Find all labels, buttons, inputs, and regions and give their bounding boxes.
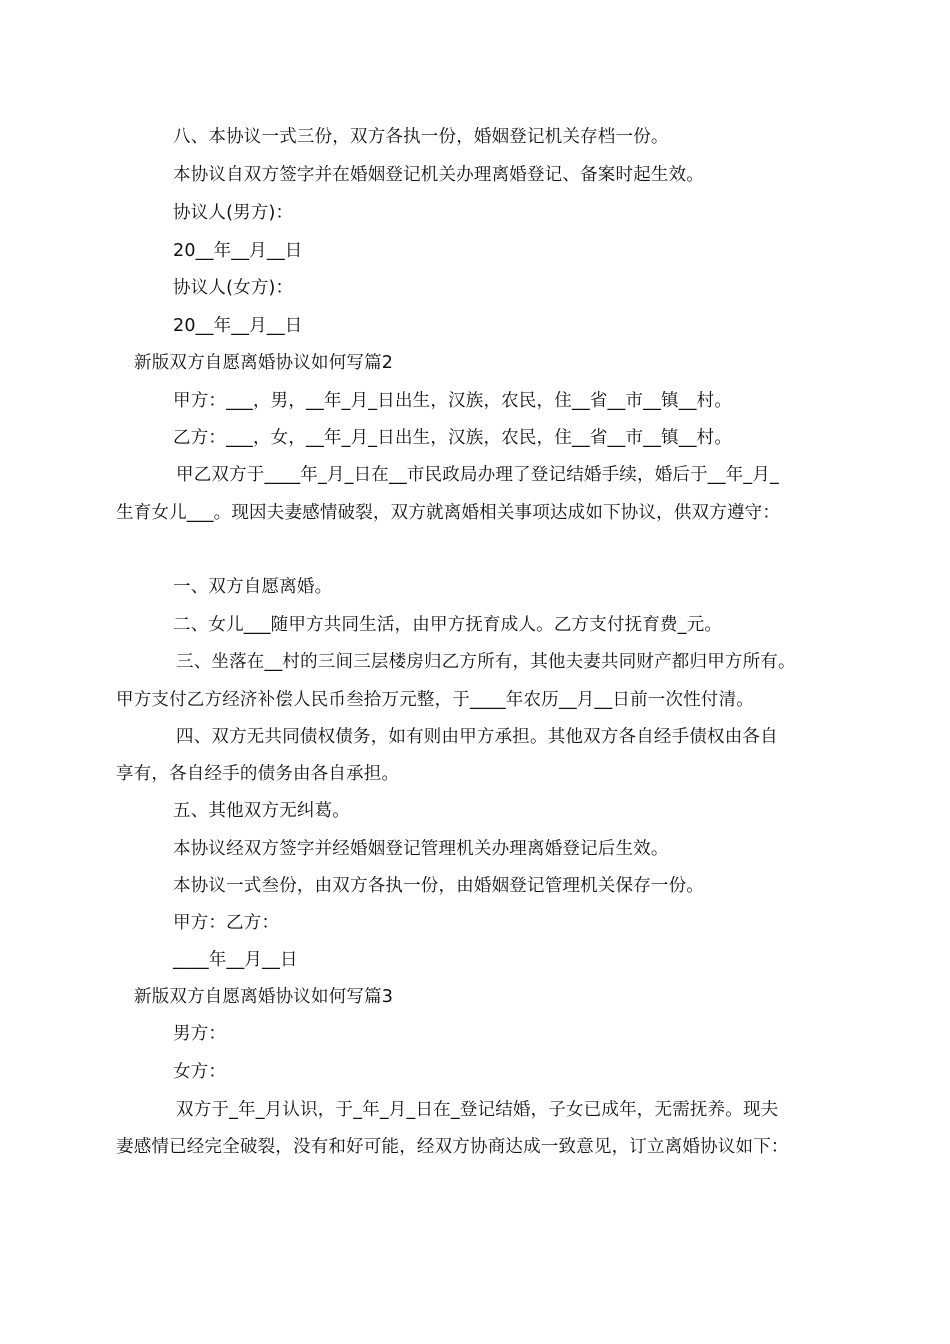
- paragraph-line: 双方于_年_月认识，于_年_月_日在_登记结婚，子女已成年，无需抚养。现夫: [176, 1100, 779, 1120]
- paragraph-line: 享有，各自经手的债务由各自承担。: [116, 764, 400, 784]
- paragraph-line: 妻感情已经完全破裂，没有和好可能，经双方协商达成一致意见，订立离婚协议如下：: [116, 1137, 789, 1157]
- clause-four: 四、双方无共同债权债务，如有则由甲方承担。其他双方各自经手债权由各自: [176, 727, 778, 747]
- clause-one: 一、双方自愿离婚。: [173, 577, 333, 597]
- signatory-male: 协议人(男方)：: [173, 203, 294, 223]
- date-line: 20__年__月__日: [173, 241, 303, 261]
- male-party-label: 男方：: [173, 1024, 227, 1044]
- copies-clause: 本协议一式叁份，由双方各执一份，由婚姻登记管理机关保存一份。: [173, 876, 704, 896]
- paragraph-line: 甲方支付乙方经济补偿人民币叁拾万元整，于____年农历__月__日前一次性付清。: [116, 690, 754, 710]
- party-a-info: 甲方：___，男，__年_月_日出生，汉族，农民，住__省__市__镇__村。: [173, 391, 733, 411]
- date-line: 20__年__月__日: [173, 316, 303, 336]
- signatory-female: 协议人(女方)：: [173, 278, 294, 298]
- clause-five: 五、其他双方无纠葛。: [173, 801, 350, 821]
- clause-eight: 八、本协议一式三份，双方各执一份，婚姻登记机关存档一份。: [173, 127, 669, 147]
- party-b-info: 乙方：___，女，__年_月_日出生，汉族，农民，住__省__市__镇__村。: [173, 428, 733, 448]
- section-heading: 新版双方自愿离婚协议如何写篇3: [134, 987, 394, 1007]
- female-party-label: 女方：: [173, 1062, 227, 1082]
- date-line: ____年__月__日: [173, 950, 298, 970]
- section-heading: 新版双方自愿离婚协议如何写篇2: [134, 353, 394, 373]
- clause-three: 三、坐落在__村的三间三层楼房归乙方所有，其他夫妻共同财产都归甲方所有。: [176, 652, 796, 672]
- clause-two: 二、女儿___随甲方共同生活，由甲方抚育成人。乙方支付抚育费_元。: [173, 615, 723, 635]
- paragraph-line: 甲乙双方于____年_月_日在__市民政局办理了登记结婚手续，婚后于__年_月_: [176, 465, 779, 485]
- signatures-line: 甲方：乙方：: [173, 913, 280, 933]
- paragraph-line: 生育女儿___。现因夫妻感情破裂，双方就离婚相关事项达成如下协议，供双方遵守：: [116, 503, 781, 523]
- effective-clause: 本协议自双方签字并在婚姻登记机关办理离婚登记、备案时起生效。: [173, 165, 704, 185]
- effective-clause: 本协议经双方签字并经婚姻登记管理机关办理离婚登记后生效。: [173, 839, 669, 859]
